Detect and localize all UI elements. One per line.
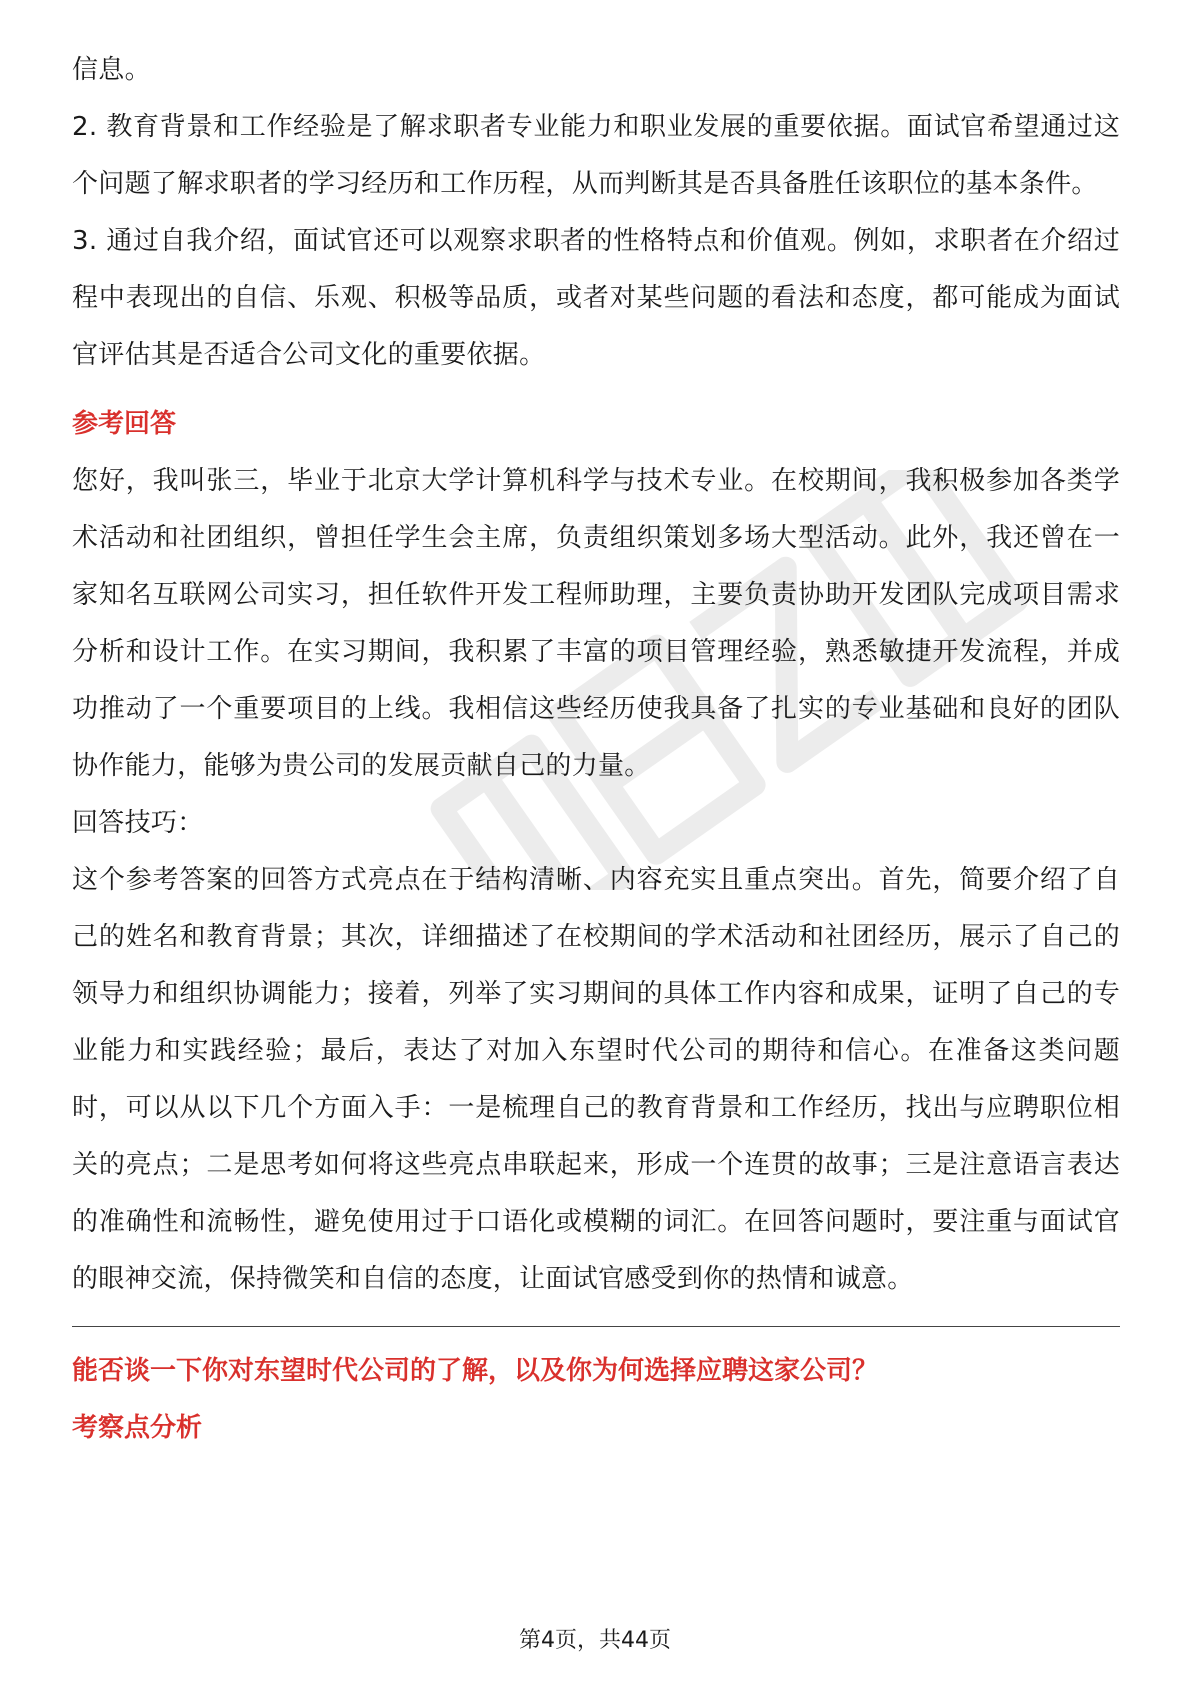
tips-text: 这个参考答案的回答方式亮点在于结构清晰、内容充实且重点突出。首先，简要介绍了自己的姓名和教育背景；其次，详细描述了在校期间的学术活动和社团经历，展示了自己的领导力和组织协调能力；接着，列举了实习期间的具体工作内容和成果，证明了自己的专业能力和实践经验；最后，表达了对加入东望时代公司的期待和信心。在准备这类问题时，可以从以下几个方面入手：一是梳理自己的教育背景和工作经历，找出与应聘职位相关的亮点；二是思考如何将这些亮点串联起来，形成一个连贯的故事；三是注意语言表达的准确性和流畅性，避免使用过于口语化或模糊的词汇。在回答问题时，要注重与面试官的眼神交流，保持微笑和自信的态度，让面试官感受到你的热情和诚意。 <box>72 865 1120 1294</box>
next-question-title: 能否谈一下你对东望时代公司的了解，以及你为何选择应聘这家公司？ <box>72 1356 879 1386</box>
document-body <box>72 42 1120 1457</box>
continuation-text: 信息。 <box>72 55 151 85</box>
point-item: 3. 通过自我介绍，面试官还可以观察求职者的性格特点和价值观。例如，求职者在介绍过程中表现出的自信、乐观、积极等品质，或者对某些问题的看法和态度，都可能成为面试官评估其是否适合公司文化的重要依据。 <box>72 226 1120 370</box>
point-item: 2. 教育背景和工作经验是了解求职者专业能力和职业发展的重要依据。面试官希望通过这个问题了解求职者的学习经历和工作历程，从而判断其是否具备胜任该职位的基本条件。 <box>72 112 1120 199</box>
tips-label: 回答技巧： <box>72 808 204 838</box>
page-number: 第4页，共44页 <box>519 1628 671 1653</box>
analysis-heading: 考察点分析 <box>72 1413 203 1443</box>
section-divider <box>72 1326 1120 1327</box>
reference-answer-text: 您好，我叫张三，毕业于北京大学计算机科学与技术专业。在校期间，我积极参加各类学术活动和社团组织，曾担任学生会主席，负责组织策划多场大型活动。此外，我还曾在一家知名互联网公司实习，担任软件开发工程师助理，主要负责协助开发团队完成项目需求分析和设计工作。在实习期间，我积累了丰富的项目管理经验，熟悉敏捷开发流程，并成功推动了一个重要项目的上线。我相信这些经历使我具备了扎实的专业基础和良好的团队协作能力，能够为贵公司的发展贡献自己的力量。 <box>72 466 1120 781</box>
reference-answer-heading: 参考回答 <box>72 409 177 439</box>
